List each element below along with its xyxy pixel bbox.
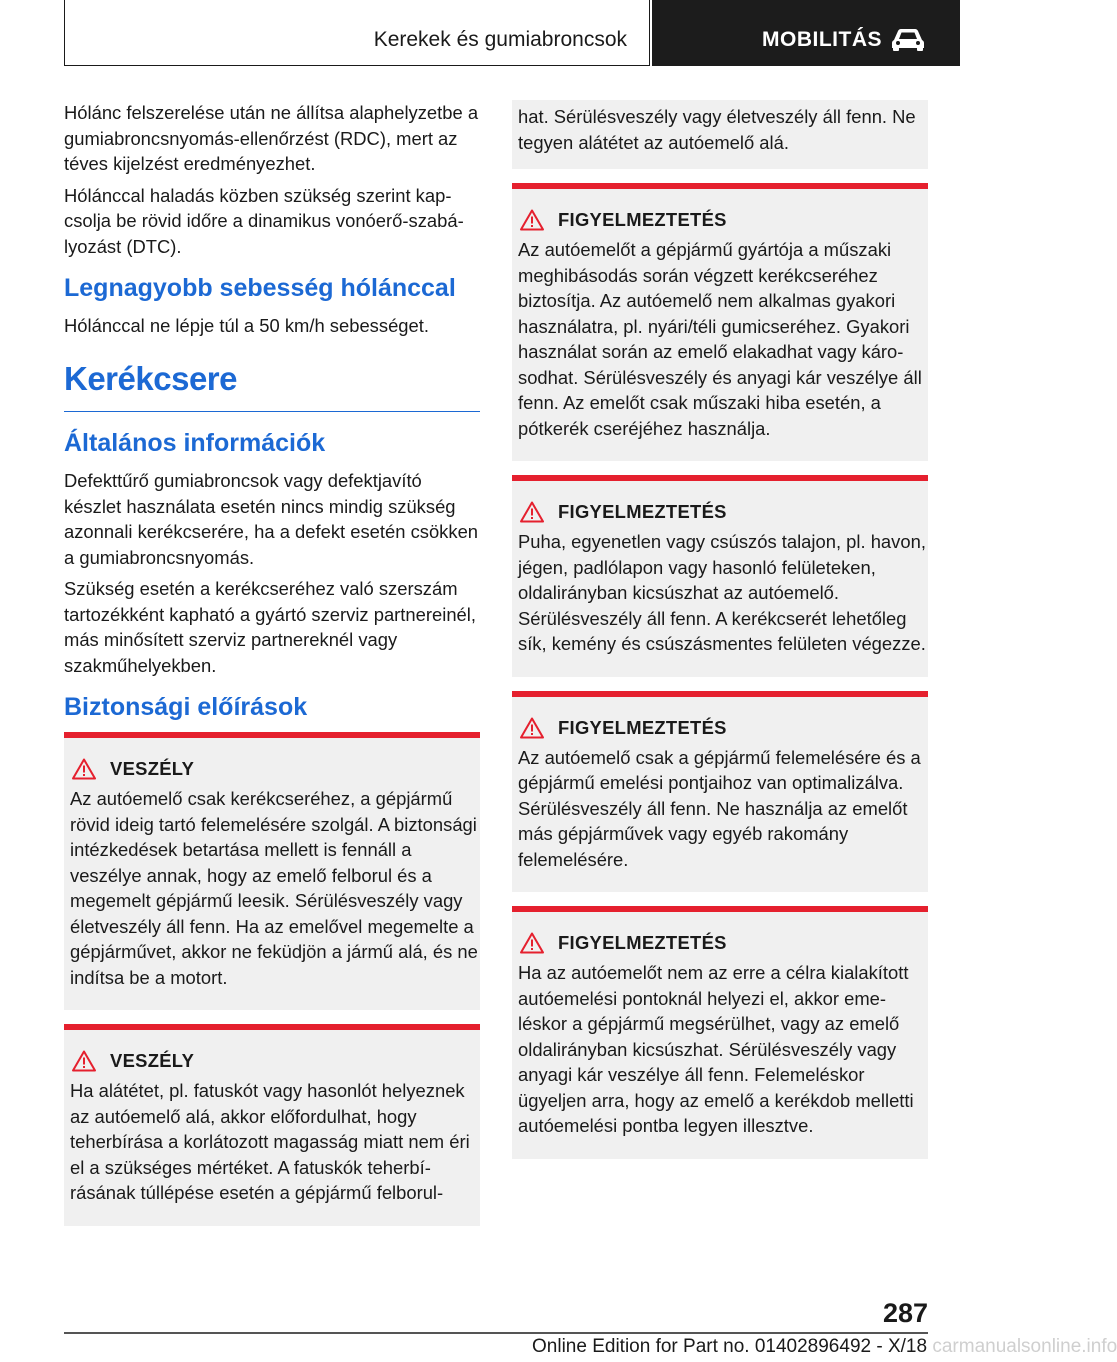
section-title: Kerekek és gumiabroncsok [373, 28, 627, 51]
paragraph-snowchain-rdc: Hólánc felszerelése után ne állítsa alaphelyzetbe a gumiabroncsnyomás-ellenőrzést (RDC), mert az téves kijelzést eredményezhet. [64, 102, 479, 174]
warning-triangle-icon [72, 1050, 96, 1072]
danger-header [72, 1050, 480, 1072]
warning-box-2 [512, 475, 928, 677]
danger-text: Az autóemelő csak kerékcseréhez, a gépjármű rövid ideig tartó felemelésére szolgál. A biztonsági intézkedések betartása mellett is fennáll a veszélye annak, hogy az emelő felborul és a megemelt gépjármű leesik. Sérülésveszély vagy életveszély áll fenn. Ha az emelővel megemelte a gépjárművet, akkor ne feküdjön a jármű alá, és ne indítsa be a motort. [70, 788, 478, 988]
warning-triangle-icon [520, 209, 544, 231]
warning-text: Ha az autóemelőt nem az erre a célra kialakított autóemelési pontoknál helyezi el, akkor emeléskor a gépjármű megsérülhet, vagy az emelő oldalirányban kicsúszhat. Sérülésveszély vagy anyagi kár veszélye áll fenn. Felemeléskor ügyeljen arra, hogy az emelő a kerékdob melletti autóemelési pontba legyen illesztve. [518, 962, 914, 1136]
warning-title: FIGYELMEZTETÉS [558, 716, 727, 738]
footer-edition-line [532, 1336, 1117, 1358]
warning-triangle-icon [520, 501, 544, 523]
warning-text: Az autóemelő csak a gépjármű felemelésére és a gépjármű emelési pontjaihoz van optimalizálva. Sérülésveszély áll fenn. Ne használja az emelőt más gépjárművek vagy egyéb rakomány felemelésére. [518, 746, 921, 870]
danger-box-1 [64, 732, 480, 1010]
chapter-header-box [652, 0, 960, 66]
warning-title: FIGYELMEZTETÉS [558, 501, 727, 522]
heading-rule [64, 411, 480, 413]
chapter-title: MOBILITÁS [762, 28, 882, 51]
warning-box-4 [512, 906, 928, 1159]
heading-wheel-change: Kerékcsere [64, 359, 237, 397]
warning-triangle-icon [520, 932, 544, 954]
page-header [0, 0, 960, 66]
warning-box-3 [512, 691, 928, 893]
footer-watermark: carmanualsonline.info [932, 1336, 1117, 1357]
danger-header [72, 758, 480, 780]
danger-title: VESZÉLY [110, 1050, 195, 1071]
heading-general-info: Általános információk [64, 429, 326, 457]
car-icon [890, 26, 926, 52]
footer-edition: Online Edition for Part no. 01402896492 - X/18 [532, 1336, 928, 1357]
paragraph-snowchain-dtc: Hólánccal haladás közben szükség szerint kapcsolja be rövid időre a dinamikus vonóerő-szabályozást (DTC). [64, 184, 464, 257]
right-column [512, 100, 928, 1173]
danger-text: Ha alátétet, pl. fatuskót vagy hasonlót helyeznek az autóemelő alá, akkor előfordulhat, hogy teherbírása a korlátozott magasság miatt nem éri el a szükséges mértéket. A fatuskók teherbírásának túllépése esetén a gépjármű felborul- [70, 1080, 470, 1203]
warning-header [520, 932, 928, 954]
warning-title: FIGYELMEZTETÉS [558, 209, 727, 230]
paragraph-general-1: Defekttűrő gumiabroncsok vagy defektjavító készlet használata esetén nincs mindig szükség azonnali kerékcserére, ha a defekt esetén csökken a gumiabroncsnyomás. [64, 470, 479, 568]
paragraph-max-speed: Hólánccal ne lépje túl a 50 km/h sebességet. [64, 315, 429, 336]
heading-safety: Biztonsági előírások [64, 693, 308, 721]
warning-header [520, 501, 928, 523]
warning-header [520, 717, 928, 739]
warning-triangle-icon [520, 717, 544, 739]
warning-text: Puha, egyenetlen vagy csúszós talajon, pl. havon, jégen, padlólapon vagy hasonló felületeken, oldalirányban kicsúszhat az autóemelő. Sérülésveszély áll fenn. A kerékcserét lehetőleg sík, kemény és csúszásmentes felületen végezze. [518, 531, 926, 654]
warning-triangle-icon [72, 758, 96, 780]
section-header-box [64, 0, 650, 66]
heading-max-speed: Legnagyobb sebesség hólánccal [64, 274, 456, 302]
footer-rule [64, 1332, 928, 1334]
danger-title: VESZÉLY [110, 758, 195, 779]
danger-box-2 [64, 1024, 480, 1226]
danger-box-2-continued [512, 100, 928, 169]
warning-header [520, 209, 928, 231]
warning-box-1 [512, 183, 928, 461]
warning-title: FIGYELMEZTETÉS [558, 932, 727, 953]
paragraph-general-2: Szükség esetén a kerékcseréhez való szerszám tartozékként kapható a gyártó szerviz partnereinél, más minősített szerviz partnereknél vagy szakműhelyekben. [64, 578, 476, 676]
left-column [64, 100, 480, 1240]
warning-text: Az autóemelőt a gépjármű gyártója a műszaki meghibásodás során végzett kerékcseréhez biztosítja. Az autóemelő nem alkalmas gyakori használatra, pl. nyári/téli gumicseréhez. Gyakori használat során az emelő elakadhat vagy károsodhat. Sérülésveszély és anyagi kár veszélye áll fenn. Az emelőt csak műszaki hiba esetén, a pótkerék cseréjéhez használja. [518, 239, 922, 439]
danger-text-continued: hat. Sérülésveszély vagy életveszély áll fenn. Ne tegyen alátétet az autóemelő alá. [518, 106, 916, 153]
page-number: 287 [882, 1298, 928, 1328]
